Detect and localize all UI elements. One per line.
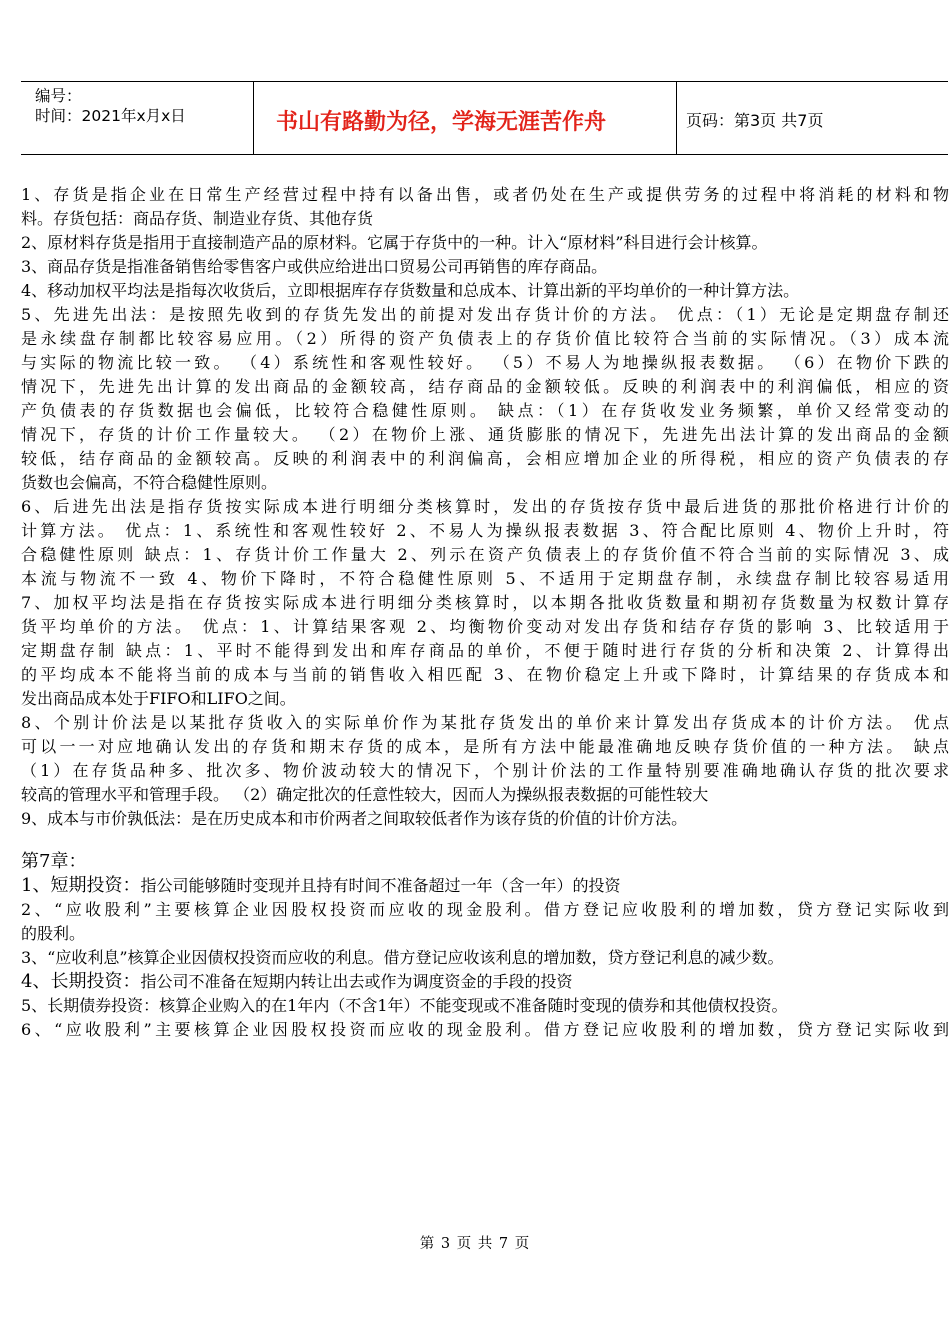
- page-header: [21, 81, 948, 155]
- paragraph-line: 与实际的物流比较一致。 （4）系统性和客观性较好。 （5）不易人为地操纵报表数据。 （6）在物价下跌的: [21, 353, 949, 372]
- paragraph-line: 较高的管理水平和管理手段。 （2）确定批次的任意性较大，因而人为操纵报表数据的可能性较大: [21, 785, 709, 804]
- paragraph-line: 货平均单价的方法。 优点：1、计算结果客观 2、均衡物价变动对发出存货和结存存货的影响 3、比较适用于: [21, 617, 949, 636]
- document-date: 时间：2021年x月x日: [35, 107, 186, 125]
- header-motto-cell: [253, 82, 677, 154]
- paragraph-line: 产负债表的存货数据也会偏低，比较符合稳健性原则。 缺点：（1）在存货收发业务频繁，单价又经常变动的: [21, 401, 949, 420]
- term-heading: 1、短期投资：: [21, 875, 141, 896]
- paragraph-line: 情况下，存货的计价工作量较大。 （2）在物价上涨、通货膨胀的情况下，先进先出法计算的发出商品的金额: [21, 425, 949, 444]
- paragraph-line: 合稳健性原则 缺点：1、存货计价工作量大 2、列示在资产负债表上的存货价值不符合当前的实际情况 3、成: [21, 545, 949, 564]
- paragraph-line: 1、存货是指企业在日常生产经营过程中持有以备出售，或者仍处在生产或提供劳务的过程中将消耗的材料和物: [21, 185, 949, 204]
- paragraph-line: 7、加权平均法是指在存货按实际成本进行明细分类核算时，以本期各批收货数量和期初存货数量为权数计算存: [21, 593, 949, 612]
- paragraph-line: 定期盘存制 缺点：1、平时不能得到发出和库存商品的单价，不便于随时进行存货的分析和决策 2、计算得出: [21, 641, 949, 660]
- chapter-line: [21, 874, 949, 898]
- paragraph-line: 较低，结存商品的金额较高。反映的利润表中的利润偏高，会相应增加企业的所得税，相应的资产负债表的存: [21, 449, 949, 468]
- header-page-info: 页码：第3页 共7页: [686, 111, 824, 130]
- chapter-line: 3、“应收利息”核算企业因债权投资而应收的利息。借方登记应收该利息的增加数，贷方登记利息的减少数。: [21, 948, 784, 967]
- page-footer: 第 3 页 共 7 页: [419, 1236, 531, 1252]
- chapter-title: 第7章：: [21, 851, 87, 872]
- term-heading: 4、长期投资：: [21, 971, 141, 992]
- paragraph-line: 2、原材料存货是指用于直接制造产品的原材料。它属于存货中的一种。计入“原材料”科目进行会计核算。: [21, 233, 768, 252]
- header-meta-cell: [21, 82, 253, 154]
- paragraph-line: 3、商品存货是指准备销售给零售客户或供应给进出口贸易公司再销售的库存商品。: [21, 257, 608, 276]
- paragraph-line: 6、后进先出法是指存货按实际成本进行明细分类核算时，发出的存货按存货中最后进货的那批价格进行计价的: [21, 497, 949, 516]
- paragraph-line: 可以一一对应地确认发出的存货和期末存货的成本，是所有方法中能最准确地反映存货价值的一种方法。 缺点: [21, 737, 949, 756]
- chapter-line: [21, 970, 949, 994]
- paragraph-line: （1）在存货品种多、批次多、物价波动较大的情况下，个别计价法的工作量特别要准确地确认存货的批次要求: [21, 761, 949, 780]
- paragraph-line: 本流与物流不一致 4、物价下降时，不符合稳健性原则 5、不适用于定期盘存制，永续盘存制比较容易适用: [21, 569, 949, 588]
- chapter-line: 2、“应收股利”主要核算企业因股权投资而应收的现金股利。借方登记应收股利的增加数，贷方登记实际收到: [21, 900, 949, 919]
- document-number-label: 编号：: [35, 87, 82, 105]
- paragraph-line: 的平均成本不能将当前的成本与当前的销售收入相匹配 3、在物价稳定上升或下降时，计算结果的存货成本和: [21, 665, 949, 684]
- paragraph-line: 情况下，先进先出计算的发出商品的金额较高，结存商品的金额较低。反映的利润表中的利润偏低，相应的资: [21, 377, 949, 396]
- section-gap: [21, 831, 949, 850]
- term-definition: 指公司能够随时变现并且持有时间不准备超过一年（含一年）的投资: [140, 876, 621, 895]
- paragraph-line: 货数也会偏高，不符合稳健性原则。: [21, 473, 278, 492]
- paragraph-line: 9、成本与市价孰低法：是在历史成本和市价两者之间取较低者作为该存货的价值的计价方法。: [21, 809, 688, 828]
- paragraph-line: 是永续盘存制都比较容易应用。（2）所得的资产负债表上的存货价值比较符合当前的实际情况。（3）成本流: [21, 329, 949, 348]
- paragraph-line: 计算方法。 优点：1、系统性和客观性较好 2、不易人为操纵报表数据 3、符合配比原则 4、物价上升时，符: [21, 521, 949, 540]
- paragraph-line: 发出商品成本处于FIFO和LIFO之间。: [21, 689, 296, 708]
- paragraph-line: 4、移动加权平均法是指每次收货后，立即根据库存存货数量和总成本、计算出新的平均单价的一种计算方法。: [21, 281, 800, 300]
- chapter-line: 5、长期债券投资：核算企业购入的在1年内（不含1年）不能变现或不准备随时变现的债券和其他债权投资。: [21, 996, 788, 1015]
- paragraph-line: 料。存货包括：商品存货、制造业存货、其他存货: [21, 209, 374, 228]
- term-definition: 指公司不准备在短期内转让出去或作为调度资金的手段的投资: [140, 972, 573, 991]
- document-body: [21, 183, 949, 1042]
- paragraph-line: 8、个别计价法是以某批存货收入的实际单价作为某批存货发出的单价来计算发出存货成本的计价方法。 优点: [21, 713, 949, 732]
- chapter-line: 6、“应收股利”主要核算企业因股权投资而应收的现金股利。借方登记应收股利的增加数，贷方登记实际收到: [21, 1020, 949, 1039]
- motto-text: 书山有路勤为径，学海无涯苦作舟: [276, 109, 607, 135]
- header-page-cell: [676, 82, 948, 154]
- chapter-line: 的股利。: [21, 924, 86, 943]
- paragraph-line: 5、先进先出法：是按照先收到的存货先发出的前提对发出存货计价的方法。 优点：（1）无论是定期盘存制还: [21, 305, 949, 324]
